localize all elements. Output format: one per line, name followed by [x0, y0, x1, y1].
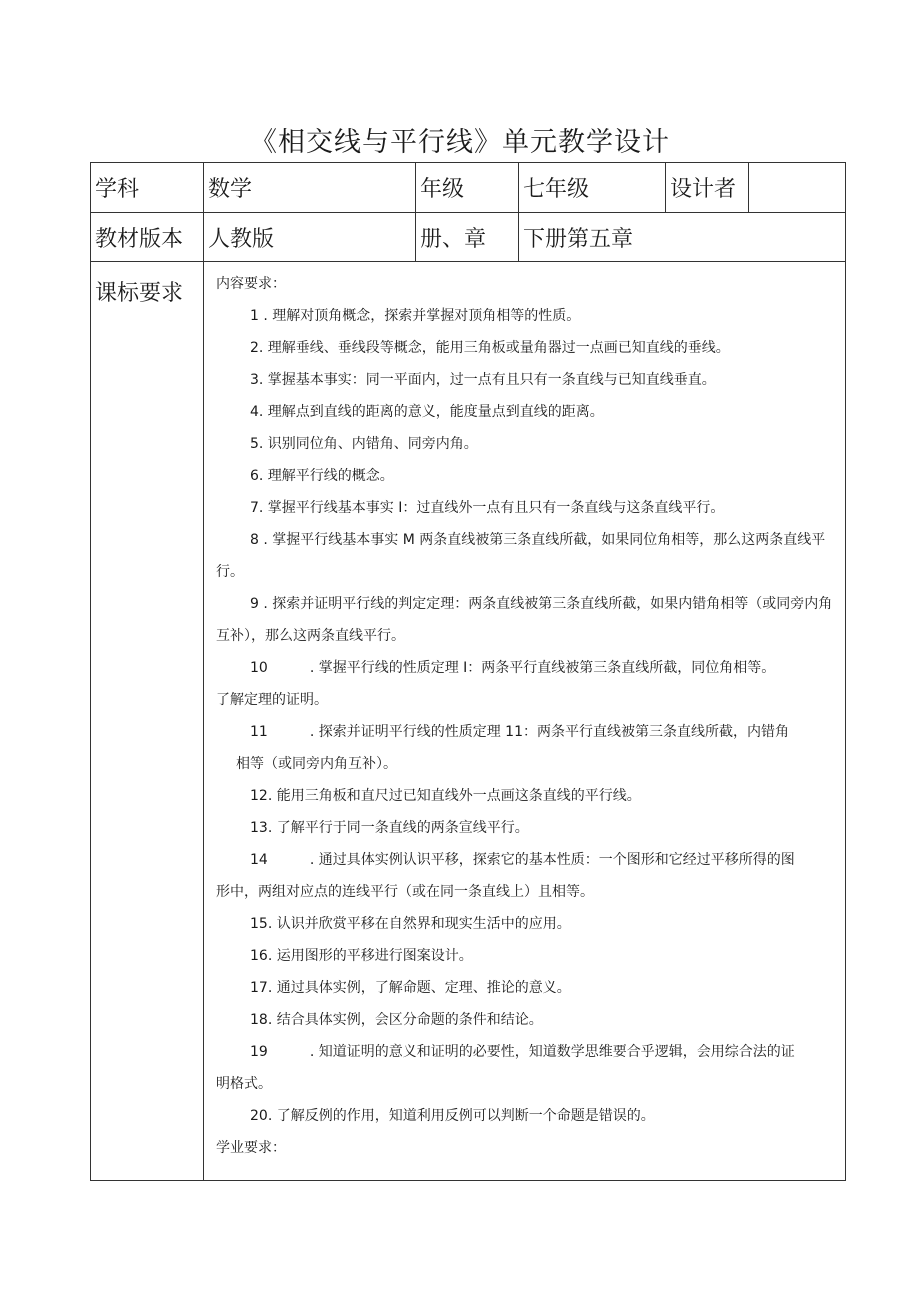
volume-label: 册、章 — [416, 213, 519, 262]
requirements-label: 课标要求 — [91, 262, 204, 1181]
header-row-2 — [91, 213, 846, 262]
req-item-continuation: 相等（或同旁内角互补）。 — [236, 756, 397, 772]
item-number: 11 — [250, 724, 268, 740]
req-item: 6. 理解平行线的概念。 — [250, 468, 394, 484]
textbook-value: 人教版 — [204, 213, 416, 262]
requirements-content — [204, 262, 846, 1181]
item-number: 14 — [250, 852, 268, 868]
item-text: . 知道证明的意义和证明的必要性，知道数学思维要合乎逻辑，会用综合法的证 — [309, 1044, 795, 1060]
req-item: 9 . 探索并证明平行线的判定定理：两条直线被第三条直线所截，如果内错角相等（或同旁内角互补），那么这两条直线平行。 — [216, 596, 833, 644]
req-item: 4. 理解点到直线的距离的意义，能度量点到直线的距离。 — [250, 404, 604, 420]
req-item: 12. 能用三角板和直尺过已知直线外一点画这条直线的平行线。 — [250, 788, 641, 804]
textbook-label: 教材版本 — [91, 213, 204, 262]
item-number: 19 — [250, 1044, 268, 1060]
design-table — [90, 162, 846, 1181]
req-item: 18. 结合具体实例，会区分命题的条件和结论。 — [250, 1012, 543, 1028]
req-item: 15. 认识并欣赏平移在自然界和现实生活中的应用。 — [250, 916, 571, 932]
item-text: . 掌握平行线的性质定理 I：两条平行直线被第三条直线所截，同位角相等。 — [309, 660, 776, 676]
designer-value — [749, 163, 846, 213]
requirements-row — [91, 262, 846, 1181]
req-item-continuation: 形中，两组对应点的连线平行（或在同一条直线上）且相等。 — [216, 884, 594, 900]
grade-value: 七年级 — [519, 163, 666, 213]
subject-value: 数学 — [204, 163, 416, 213]
volume-value: 下册第五章 — [519, 213, 846, 262]
item-text: . 探索并证明平行线的性质定理 11：两条平行直线被第三条直线所截，内错角 — [309, 724, 789, 740]
req-item-continuation: 了解定理的证明。 — [216, 692, 328, 708]
grade-label: 年级 — [416, 163, 519, 213]
req-item: 1 . 理解对顶角概念，探索并掌握对顶角相等的性质。 — [250, 308, 581, 324]
req-item: 5. 识别同位角、内错角、同旁内角。 — [250, 436, 478, 452]
req-item: 17. 通过具体实例，了解命题、定理、推论的意义。 — [250, 980, 571, 996]
req-item: 8 . 掌握平行线基本事实 M 两条直线被第三条直线所截，如果同位角相等，那么这两条直线平行。 — [216, 532, 826, 580]
req-item-19 — [216, 1036, 839, 1068]
item-number: 10 — [250, 660, 268, 676]
req-item: 13. 了解平行于同一条直线的两条宣线平行。 — [250, 820, 529, 836]
header-row-1 — [91, 163, 846, 213]
academic-heading: 学业要求： — [216, 1140, 286, 1156]
req-item: 20. 了解反例的作用，知道利用反例可以判断一个命题是错误的。 — [250, 1108, 655, 1124]
req-item: 7. 掌握平行线基本事实 I：过直线外一点有且只有一条直线与这条直线平行。 — [250, 500, 725, 516]
designer-label: 设计者 — [666, 163, 749, 213]
item-text: . 通过具体实例认识平移，探索它的基本性质：一个图形和它经过平移所得的图 — [309, 852, 795, 868]
req-item-14 — [216, 844, 839, 876]
req-item: 3. 掌握基本事实：同一平面内，过一点有且只有一条直线与已知直线垂直。 — [250, 372, 716, 388]
req-item: 2. 理解垂线、垂线段等概念，能用三角板或量角器过一点画已知直线的垂线。 — [250, 340, 730, 356]
req-item: 16. 运用图形的平移进行图案设计。 — [250, 948, 473, 964]
req-item-continuation: 明格式。 — [216, 1076, 272, 1092]
req-item-10 — [216, 652, 839, 684]
page-title: 《相交线与平行线》单元教学设计 — [250, 127, 670, 158]
content-heading: 内容要求： — [216, 276, 286, 292]
subject-label: 学科 — [91, 163, 204, 213]
req-item-11 — [216, 716, 839, 748]
